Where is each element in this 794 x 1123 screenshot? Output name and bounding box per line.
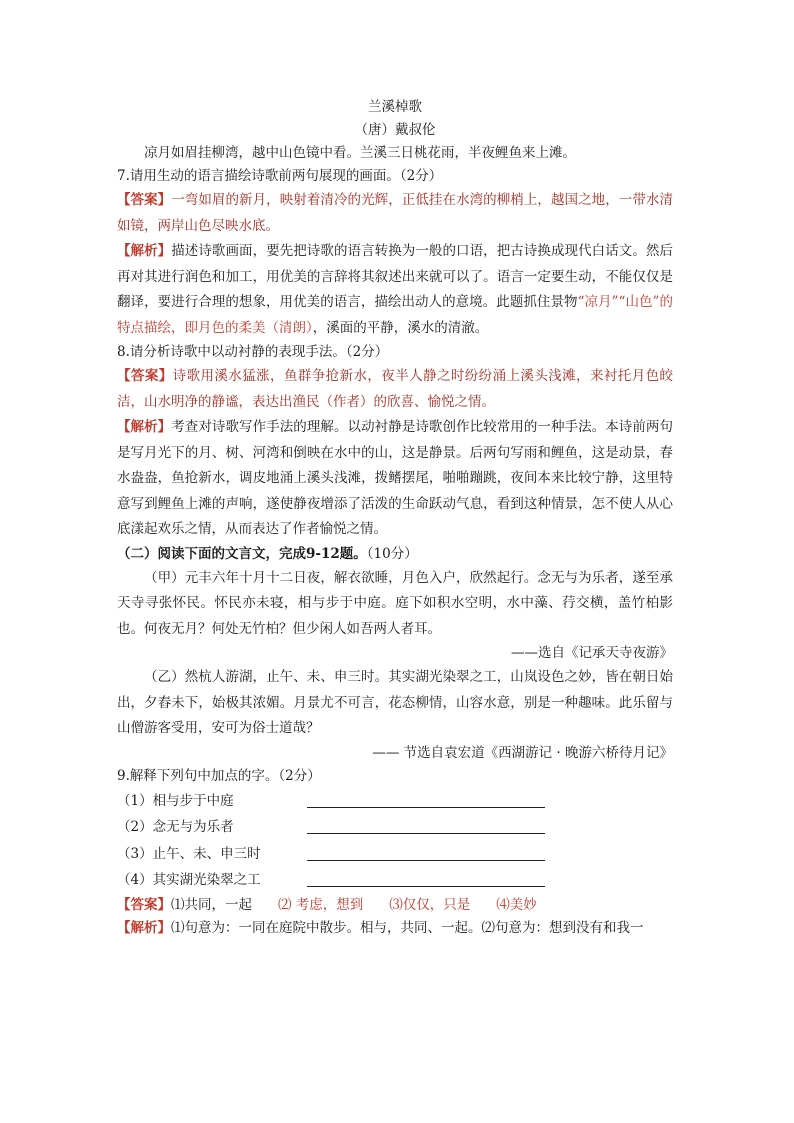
answer-blank[interactable] [307,871,545,887]
document-content [117,96,673,940]
passage-jia-source: ——选自《记承天寺夜游》 [511,645,673,661]
q9-item-text: （4）其实湖光染翠之工 [117,872,261,888]
q7-analysis [117,239,673,341]
q7-analysis-text-b: “凉月”“山色”的特点描绘，即月色的柔美（清朗） [117,294,674,336]
q9-analysis [117,917,673,940]
section2-heading [117,543,673,566]
q9-analysis-text: ⑴句意为：一同在庭院中散步。相与，共同、一起。⑵句意为：想到没有和我一 [171,919,644,936]
q7-answer-text: 一弯如眉的新月，映射着清冷的光辉，正低挂在水湾的柳梢上，越国之地，一带水清如镜，两岸山色尽映水底。 [117,192,673,234]
poem-text: 凉月如眉挂柳湾，越中山色镜中看。兰溪三日桃花雨，半夜鲤鱼来上滩。 [144,145,576,161]
poem-title: 兰溪棹歌 [368,99,422,115]
q8-analysis-text: 考查对诗歌写作手法的理解。以动衬静是诗歌创作比较常用的一种手法。本诗前两句是写月光下的月、树、河湾和倒映在水中的山，这是静景。后两句写雨和鲤鱼，这是动景，春水盎盎，鱼抢新水，调皮地涌上溪头浅滩，拨鳍摆尾，啪啪蹦跳，夜间本来比较宁静，这里特意写到鲤鱼上滩的声响，遂使静夜增添了活泼的生命跃动气息，看到这种情景，怎不使人从心底漾起欢乐之情，从而表达了作者愉悦之情。 [117,419,673,537]
q7-answer [117,188,673,239]
q7-analysis-text-c: ，溪面的平静，溪水的清澈。 [312,319,489,336]
q9-item-text: （1）相与步于中庭 [117,792,234,809]
passage-yi-source: —— 节选自袁宏道《西湖游记 · 晚游六桥待月记》 [372,744,673,761]
q9-question: 9.解释下列句中加点的字。（2分） [117,767,321,784]
q9-answer-2: ⑵ 考虑，想到 [278,896,364,913]
q7-analysis-text-a: 描述诗歌画面，要先把诗歌的语言转换为一般的口语，把古诗换成现代白话文。然后再对其进行润色和加工，用优美的言辞将其叙述出来就可以了。语言一定要生动，不能仅仅是翻译，要进行合理的想象，用优美的语言，描绘出动人的意境。此题抓住景物 [117,243,673,310]
passage-jia: （甲）元丰六年十月十二日夜，解衣欲睡，月色入户，欣然起行。念无与为乐者，遂至承天寺寻张怀民。怀民亦未寝，相与步于中庭。庭下如积水空明，水中藻、荇交横，盖竹柏影也。何夜无月？何处无竹柏？但少闲人如吾两人者耳。 [117,569,673,637]
q9-answer [117,894,673,917]
q8-analysis [117,415,673,543]
passage-yi: （乙）然杭人游湖，止午、未、申三时。其实湖光染翠之工，山岚设色之妙，皆在朝日始出，夕舂未下，始极其浓媚。月景尤不可言，花态柳情，山容水意，别是一种趣味。此乐留与山僧游客受用，安可为俗士道哉？ [117,669,673,736]
answer-tag: 【答案】 [117,192,172,208]
q9-answer-1: ⑴共同，一起 [171,896,252,913]
q9-item [117,788,673,815]
q9-item-text: （2）念无与为乐者 [117,819,234,835]
q9-item-text: （3）止午、未、申三时 [117,845,261,862]
q7-question: 7.请用生动的语言描绘诗歌前两句展现的画面。（2分） [117,168,443,184]
answer-blank[interactable] [307,845,545,861]
q9-item [117,867,673,894]
q8-answer [117,364,673,415]
q9-answer-3: ⑶仅仅，只是 [389,896,471,913]
analysis-tag: 【解析】 [117,419,172,435]
analysis-tag: 【解析】 [117,243,172,259]
analysis-tag: 【解析】 [117,919,171,936]
q9-item [117,841,673,868]
answer-blank[interactable] [307,818,545,834]
section2-points: （10分） [366,545,418,562]
poem-author: （唐）戴叔伦 [354,122,436,138]
answer-tag: 【答案】 [117,896,171,913]
q9-item [117,814,673,841]
q8-question: 8.请分析诗歌中以动衬静的表现手法。（2分） [117,344,389,360]
section2-heading-text: （二）阅读下面的文言文，完成9-12题。 [117,545,367,562]
answer-blank[interactable] [307,792,545,808]
answer-tag: 【答案】 [117,368,173,384]
q9-answer-4: ⑷美妙 [496,896,537,913]
q8-answer-text: 诗歌用溪水猛涨，鱼群争抢新水，夜半人静之时纷纷涌上溪头浅滩，来衬托月色皎洁，山水明净的静谧，表达出渔民（作者）的欣喜、愉悦之情。 [117,368,674,410]
